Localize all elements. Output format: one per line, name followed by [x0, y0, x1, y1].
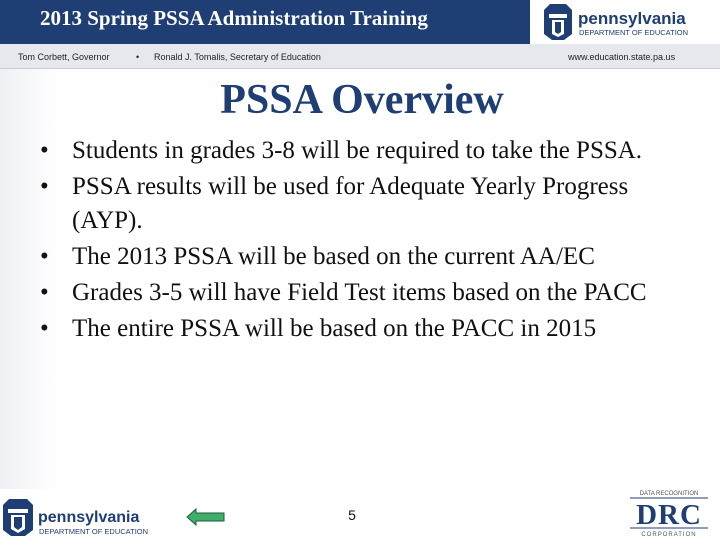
- drc-logo: [628, 488, 710, 538]
- slide-title: [0, 76, 720, 124]
- bullet-item: [40, 312, 690, 346]
- back-arrow-icon: [186, 508, 226, 526]
- keystone-icon: [530, 0, 720, 44]
- website-text: www.education.state.pa.us: [568, 52, 676, 62]
- logo-department-text: DEPARTMENT OF EDUCATION: [579, 28, 689, 37]
- bullet-item: [40, 134, 690, 168]
- footer-logo-department-text: DEPARTMENT OF EDUCATION: [39, 527, 149, 536]
- drc-logo-icon: [628, 488, 710, 538]
- bullet-text: The 2013 PSSA will be based on the current AA/EC: [72, 243, 595, 270]
- pa-department-logo-header: [530, 0, 720, 44]
- header-title: 2013 Spring PSSA Administration Training: [40, 6, 428, 30]
- bullet-text: Students in grades 3-8 will be required to take the PSSA.: [72, 137, 643, 164]
- header-band: [0, 0, 530, 44]
- bullet-text: PSSA results will be used for Adequate Yearly Progress (AYP).: [72, 173, 629, 234]
- drc-logo-text: DRC: [636, 499, 702, 531]
- bullet-symbol: •: [40, 315, 49, 342]
- pa-department-logo-footer: [0, 495, 172, 540]
- keystone-icon: [0, 495, 172, 540]
- bullet-item: [40, 170, 690, 238]
- bullet-symbol: •: [40, 173, 49, 200]
- bullet-symbol: •: [40, 137, 49, 164]
- footer-logo-name-text: pennsylvania: [38, 509, 140, 526]
- drc-bottom-text: CORPORATION: [641, 532, 697, 538]
- secretary-text: Ronald J. Tomalis, Secretary of Education: [154, 52, 321, 62]
- page-number: 5: [348, 507, 356, 523]
- bullet-text: Grades 3-5 will have Field Test items based on the PACC: [72, 279, 647, 306]
- bullet-list: [40, 134, 690, 348]
- governor-text: Tom Corbett, Governor: [18, 52, 110, 62]
- drc-top-text: DATA RECOGNITION: [639, 491, 699, 497]
- back-arrow-button[interactable]: [186, 508, 226, 526]
- slide-title-text: PSSA Overview: [220, 77, 504, 123]
- bullet-item: [40, 276, 690, 310]
- bullet-symbol: •: [40, 279, 49, 306]
- separator-dot: •: [136, 52, 140, 62]
- bullet-item: [40, 240, 690, 274]
- bullet-symbol: •: [40, 243, 49, 270]
- bullet-text: The entire PSSA will be based on the PACC in 2015: [72, 315, 597, 342]
- logo-name-text: pennsylvania: [578, 9, 686, 28]
